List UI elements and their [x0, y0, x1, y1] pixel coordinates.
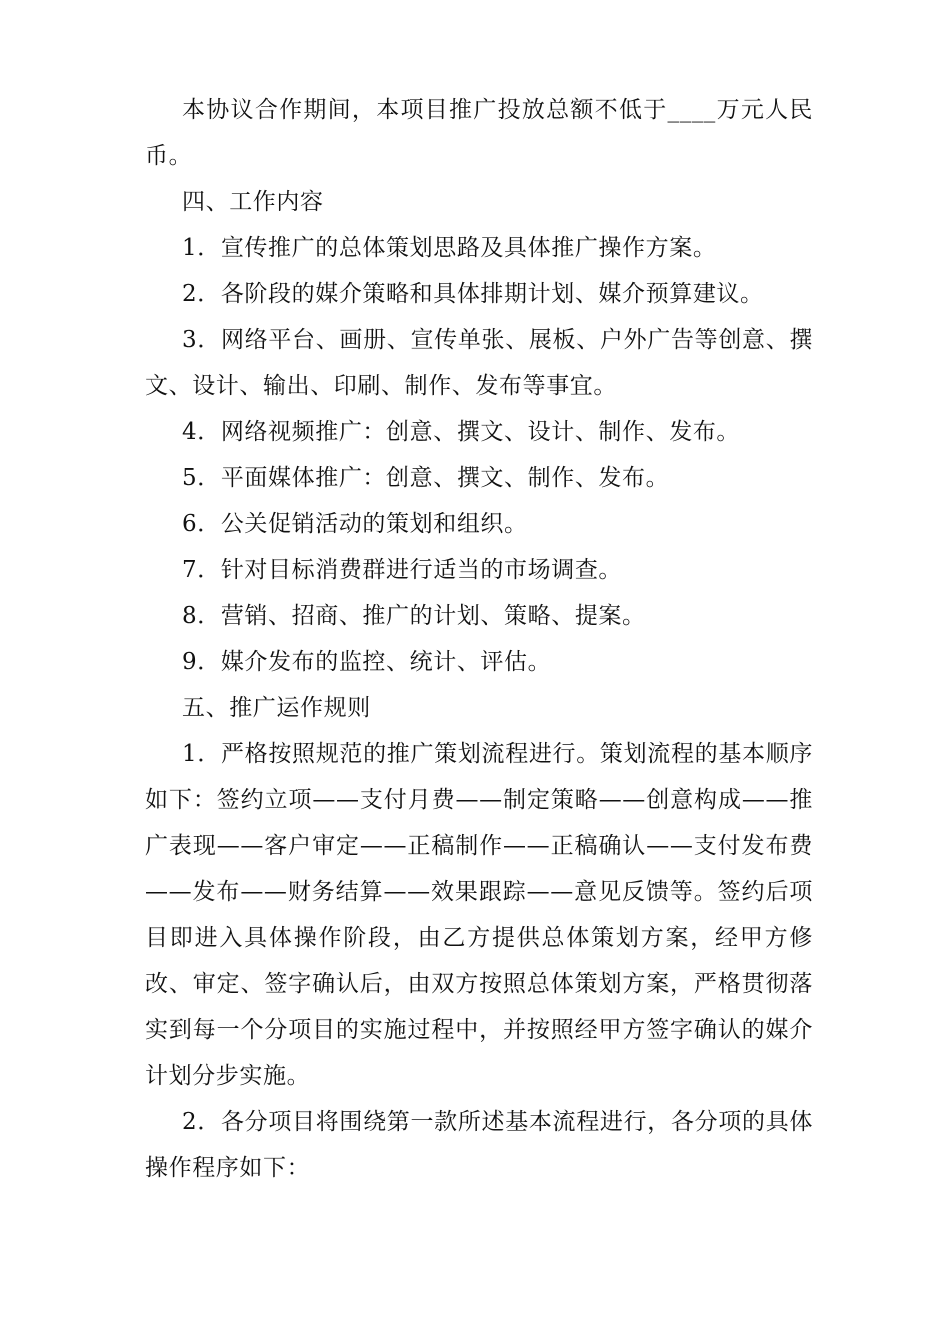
- section-heading-work-content: 四、工作内容: [182, 189, 324, 215]
- list-item: 2．各分项目将围绕第一款所述基本流程进行，各分项的具体操作程序如下：: [145, 1109, 813, 1181]
- list-item: 9．媒介发布的监控、统计、评估。: [182, 649, 552, 675]
- list-item: 7．针对目标消费群进行适当的市场调查。: [182, 557, 623, 583]
- list-item: 5．平面媒体推广：创意、撰文、制作、发布。: [182, 465, 670, 491]
- list-item: 1．严格按照规范的推广策划流程进行。策划流程的基本顺序如下：签约立项——支付月费——制定策略——创意构成——推广表现——客户审定——正稿制作——正稿确认——支付发布费——发布——财务结算——效果跟踪——意见反馈等。签约后项目即进入具体操作阶段，由乙方提供总体策划方案，经甲方修改、审定、签字确认后，由双方按照总体策划方案，严格贯彻落实到每一个分项目的实施过程中，并按照经甲方签字确认的媒介计划分步实施。: [145, 741, 813, 1089]
- list-item: 2．各阶段的媒介策略和具体排期计划、媒介预算建议。: [182, 281, 764, 307]
- list-item: 8．营销、招商、推广的计划、策略、提案。: [182, 603, 646, 629]
- list-item: 1．宣传推广的总体策划思路及具体推广操作方案。: [182, 235, 717, 261]
- section-heading-promotion-rules: 五、推广运作规则: [182, 695, 371, 721]
- document-body: [145, 87, 813, 1191]
- list-item: 3．网络平台、画册、宣传单张、展板、户外广告等创意、撰文、设计、输出、印刷、制作、发布等事宜。: [145, 327, 813, 399]
- list-item: 4．网络视频推广：创意、撰文、设计、制作、发布。: [182, 419, 741, 445]
- list-item: 6．公关促销活动的策划和组织。: [182, 511, 528, 537]
- paragraph-budget: 本协议合作期间，本项目推广投放总额不低于____万元人民币。: [145, 97, 813, 169]
